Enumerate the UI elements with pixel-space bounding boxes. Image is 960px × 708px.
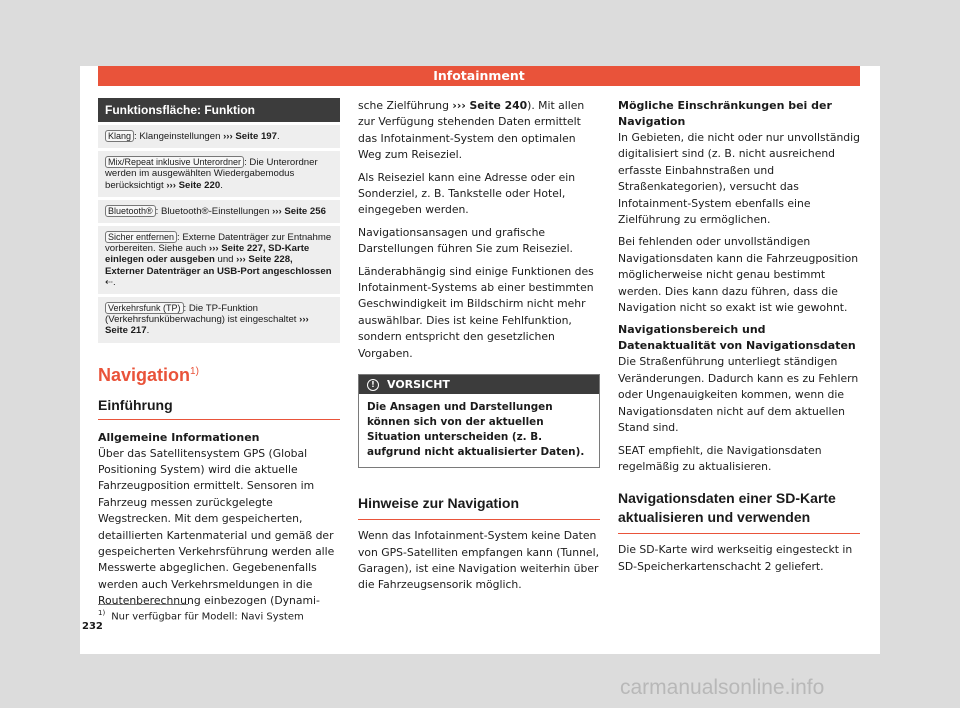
page-reference[interactable]: ››› Seite 217 (105, 314, 309, 337)
caution-box (358, 374, 600, 468)
column-left (98, 98, 340, 616)
footnote: $^{1)}$ Nur verfügbar für Modell: Navi System (98, 609, 304, 623)
column-middle (358, 98, 600, 600)
function-key[interactable]: Klang (105, 130, 134, 142)
page-reference[interactable]: ››› Seite 228, Externer Datenträger an USB-Port angeschlossen (105, 254, 332, 277)
function-key[interactable]: Sicher entfernen (105, 231, 177, 243)
page-reference[interactable]: ››› Seite 197 (223, 131, 277, 142)
paragraph: Wenn das Infotainment-System keine Daten von GPS-Satelliten empfangen kann (Tunnel, Garagen), ist eine Navigation weiterhin über die Fahrzeugsensorik möglich. (358, 529, 600, 592)
caution-icon: ! (367, 379, 379, 391)
paragraph: In Gebieten, die nicht oder nur unvollständig digitalisiert sind (z. B. nicht ausreichend erfasste Einbahnstraßen und Straßenkategorien), versucht das Infotainment-System ebenfalls eine Zielführung zu ermöglichen. (618, 131, 860, 227)
section-header: Infotainment (98, 66, 860, 86)
watermark: carmanualsonline.info (620, 676, 825, 699)
footnote-divider (98, 604, 188, 605)
manual-page (80, 66, 880, 654)
function-key[interactable]: Verkehrsfunk (TP) (105, 302, 184, 314)
footnote-mark: 1) (190, 365, 199, 377)
page-reference[interactable]: ››› Seite 220 (166, 179, 221, 191)
table-row: Bluetooth® : Bluetooth®-Einstellungen ››› Seite 256 (98, 197, 340, 223)
paragraph: sche Zielführung ››› Seite 240). Mit allen zur Verfügung stehenden Daten ermittelt das Infotainment-System den optimalen Weg zum Reiseziel. (358, 99, 585, 162)
function-key[interactable]: Mix/Repeat inklusive Unterordner (105, 156, 244, 168)
function-table (98, 98, 340, 343)
caution-text: Die Ansagen und Darstellungen können sich von der aktuellen Situation unterscheiden (z. B. aufgrund nicht aktualisierter Daten). (367, 401, 585, 459)
table-row: Sicher entfernen : Externe Datenträger zur Entnahme vorbereiten. Siehe auch ››› Seite 227, SD-Karte einlegen oder ausgeben und ››› Seite 228, Externer Datenträger an USB-Port angeschlossen ⇠. (98, 223, 340, 294)
page-reference[interactable]: ››› Seite 240 (452, 99, 528, 112)
paragraph: Bei fehlenden oder unvollständigen Navigationsdaten kann die Fahrzeugposition möglicherweise nicht genau bestimmt werden. Dies kann dazu führen, dass die Navigation nicht so exakt ist wie gewohnt. (618, 235, 859, 315)
paragraph: Über das Satellitensystem GPS (Global Positioning System) wird die aktuelle Fahrzeugposition ermittelt. Sensoren im Fahrzeug messen zurückgelegte Wegstrecken. Mit dem gespeicherten, detaillierten Kartenmaterial und gemäß der gespeicherten Verkehrsführung werden alle Messwerte abgeglichen. Gegebenenfalls werden auch Verkehrsmeldungen in die Routenberechnung einbezogen (Dynami- (98, 446, 335, 608)
page-number: 232 (82, 621, 103, 632)
paragraph: Die Straßenführung unterliegt ständigen Veränderungen. Dadurch kann es zu Fehlern oder Ungenauigkeiten kommen, wenn die Navigationsdaten nicht auf dem aktuellen Stand sind. (618, 355, 859, 435)
table-heading: Funktionsfläche: Funktion (98, 98, 340, 122)
caution-header: ! VORSICHT (359, 375, 599, 394)
paragraph: Als Reiseziel kann eine Adresse oder ein Sonderziel, z. B. Tankstelle oder Hotel, eingegeben werden. (358, 170, 576, 217)
table-row: Klang : Klangeinstellungen ››› Seite 197. (98, 122, 340, 148)
function-key[interactable]: Bluetooth® (105, 205, 156, 217)
paragraph: Die SD-Karte wird werkseitig eingesteckt in SD-Speicherkartenschacht 2 geliefert. (618, 543, 853, 573)
page-reference[interactable]: ››› Seite 227, SD-Karte einlegen oder ausgeben (105, 243, 310, 266)
section-title: Einführung (98, 389, 340, 420)
subsection-heading: Mögliche Einschränkungen bei der Navigation (618, 99, 832, 128)
page-reference[interactable]: ››› Seite 256 (272, 205, 326, 217)
table-row: Verkehrsfunk (TP) : Die TP-Funktion (Verkehrsfunküberwachung) ist eingeschaltet ››› Seite 217. (98, 294, 340, 343)
paragraph: Länderabhängig sind einige Funktionen des Infotainment-Systems ab einer bestimmten Geschwindigkeit im Bildschirm nicht mehr auswählbar. Dies ist keine Fehlfunktion, sondern entspricht den gesetzlichen Vorgaben. (358, 264, 594, 360)
paragraph: SEAT empfiehlt, die Navigationsdaten regelmäßig zu aktualisieren. (618, 443, 822, 473)
column-right (618, 98, 860, 581)
section-title: Hinweise zur Navigation (358, 490, 600, 520)
paragraph: Navigationsansagen und grafische Darstellungen führen Sie zum Reiseziel. (358, 225, 573, 256)
section-title: Navigationsdaten einer SD-Karte aktualisieren und verwenden (618, 485, 860, 534)
subsection-heading: Allgemeine Informationen (98, 430, 260, 444)
table-row: Mix/Repeat inklusive Unterordner : Die Unterordner werden im ausgewählten Wiedergabemodus berücksichtigt ››› Seite 220. (98, 148, 340, 197)
subsection-heading: Navigationsbereich und Datenaktualität von Navigationsdaten (618, 323, 856, 353)
chapter-title: Navigation$^{1)}$ (98, 364, 199, 385)
